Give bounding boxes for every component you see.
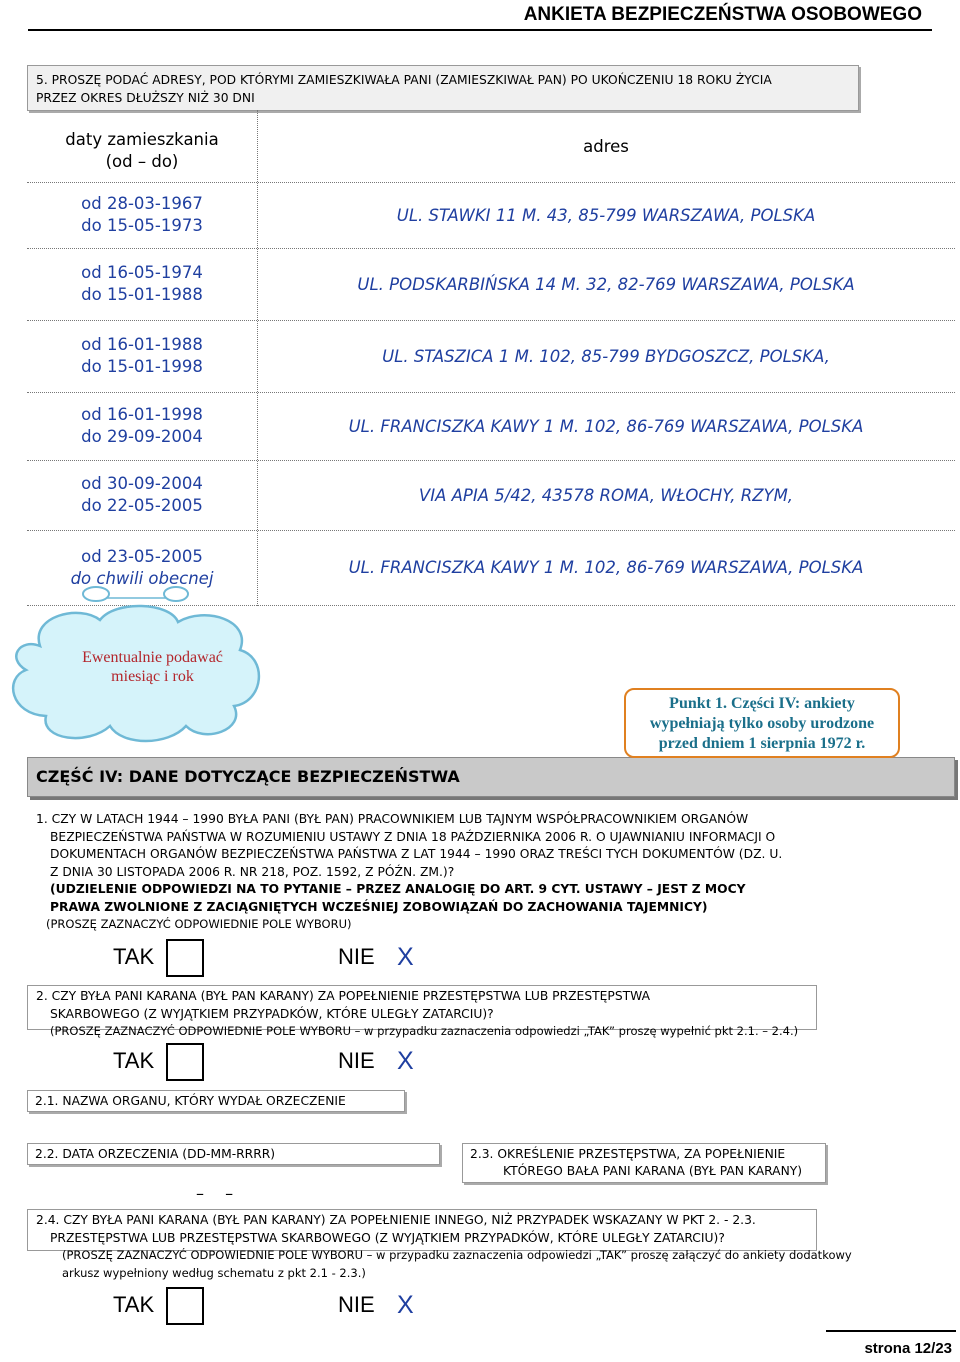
q24-yes-checkbox[interactable] xyxy=(166,1287,204,1325)
row1-from: od 28-03-1967 xyxy=(81,194,203,213)
question-2-4 xyxy=(36,1212,946,1282)
q23-line1: 2.3. OKREŚLENIE PRZESTĘPSTWA, ZA POPEŁNIENIE xyxy=(470,1147,786,1161)
q1-bold-line2: PRAWA ZWOLNIONE Z ZACIĄGNIĘTYCH WCZEŚNIEJ ZOBOWIĄZAŃ DO ZACHOWANIA TAJEMNICY) xyxy=(50,899,708,914)
callout-text xyxy=(626,690,898,754)
q24-note1: (PROSZĘ ZAZNACZYĆ ODPOWIEDNIE POLE WYBORU – w przypadku zaznaczenia odpowiedzi „TAK” proszę załączyć do ankiety dodatkowy xyxy=(62,1248,852,1262)
q22-date-value[interactable]: – – xyxy=(196,1184,242,1203)
column-header-dates xyxy=(27,120,257,182)
row1-to: do 15-05-1973 xyxy=(81,216,203,235)
cloud-line1: Ewentualnie podawać xyxy=(82,649,223,666)
address-row-2-dates xyxy=(27,248,257,320)
q24-yes-label: TAK xyxy=(113,1292,155,1317)
q24-no-checkbox-mark[interactable]: X xyxy=(397,1291,414,1319)
part4-title: CZĘŚĆ IV: DANE DOTYCZĄCE BEZPIECZEŃSTWA xyxy=(36,767,460,786)
q1-line4: Z DNIA 30 LISTOPADA 2006 R. NR 218, POZ. 1592, Z PÓŹN. ZM.)? xyxy=(50,864,455,879)
q1-no-checkbox-mark[interactable]: X xyxy=(397,943,414,971)
address-row-5-dates xyxy=(27,460,257,530)
q21-answer-field[interactable] xyxy=(27,1112,955,1140)
address-row-2-address: UL. PODSKARBIŃSKA 14 M. 32, 82-769 WARSZAWA, POLSKA xyxy=(357,274,855,294)
part4-heading xyxy=(27,757,955,797)
address-row-3-address: UL. STASZICA 1 M. 102, 85-799 BYDGOSZCZ, POLSKA, xyxy=(382,346,830,366)
row6-from: od 23-05-2005 xyxy=(81,546,203,566)
q1-bold-line1: (UDZIELENIE ODPOWIEDZI NA TO PYTANIE – PRZEZ ANALOGIĘ DO ART. 9 CYT. USTAWY – JEST Z MOCY xyxy=(50,882,746,896)
row4-from: od 16-01-1998 xyxy=(81,405,203,424)
q1-note: (PROSZĘ ZAZNACZYĆ ODPOWIEDNIE POLE WYBORU) xyxy=(46,917,352,931)
row2-from: od 16-05-1974 xyxy=(81,263,203,282)
q22-label: 2.2. DATA ORZECZENIA (DD-MM-RRRR) xyxy=(35,1147,276,1161)
q2-no-label: NIE xyxy=(338,1048,375,1073)
address-row-1-address: UL. STAWKI 11 M. 43, 85-799 WARSZAWA, POLSKA xyxy=(396,205,816,225)
q24-line2: PRZESTĘPSTWA LUB PRZESTĘPSTWA SKARBOWEGO (Z WYJĄTKIEM PRZYPADKÓW, KTÓRE ULEGŁY ZATARCIU)? xyxy=(50,1230,725,1245)
column-header-address: adres xyxy=(583,136,629,156)
row3-to: do 15-01-1998 xyxy=(81,357,203,376)
q21-label: 2.1. NAZWA ORGANU, KTÓRY WYDAŁ ORZECZENIE xyxy=(35,1094,346,1108)
section5-heading xyxy=(27,65,859,111)
question-1 xyxy=(36,811,936,934)
q2-line2: SKARBOWEGO (Z WYJĄTKIEM PRZYPADKÓW, KTÓRE ULEGŁY ZATARCIU)? xyxy=(50,1006,494,1021)
q2-yes-label: TAK xyxy=(113,1048,155,1073)
q1-line2: BEZPIECZEŃSTWA PAŃSTWA W ROZUMIENIU USTAWY Z DNIA 18 PAŹDZIERNIKA 2006 R. O UJAWNIANIU INFORMACJI O xyxy=(50,829,776,844)
address-row-5-address: VIA APIA 5/42, 43578 ROMA, WŁOCHY, RZYM, xyxy=(418,485,794,505)
column-header-dates-line2: (od – do) xyxy=(105,152,179,171)
q2-no-checkbox-mark[interactable]: X xyxy=(397,1047,414,1075)
row5-to: do 22-05-2005 xyxy=(81,496,203,515)
row6-to: do chwili obecnej xyxy=(70,568,214,588)
footer-rule xyxy=(826,1330,956,1332)
section5-title-line2: PRZEZ OKRES DŁUŻSZY NIŻ 30 DNI xyxy=(36,91,255,105)
document-title: ANKIETA BEZPIECZEŃSTWA OSOBOWEGO xyxy=(523,4,922,25)
row2-to: do 15-01-1988 xyxy=(81,285,203,304)
row4-to: do 29-09-2004 xyxy=(81,427,203,446)
section5-title-line1: 5. PROSZĘ PODAĆ ADRESY, POD KTÓRYMI ZAMIESZKIWAŁA PANI (ZAMIESZKIWAŁ PAN) PO UKOŃCZENIU 18 ROKU ŻYCIA xyxy=(36,73,772,87)
callout-line2: wypełniają tylko osoby urodzone xyxy=(649,715,875,732)
page-number: strona 12/23 xyxy=(864,1340,952,1357)
q1-yes-checkbox[interactable] xyxy=(166,939,204,977)
column-header-dates-line1: daty zamieszkania xyxy=(65,130,219,149)
q21-label-box xyxy=(27,1090,405,1112)
callout-line3: przed dniem 1 sierpnia 1972 r. xyxy=(658,735,866,752)
q2-yes-checkbox[interactable] xyxy=(166,1043,204,1081)
q1-line3: DOKUMENTACH ORGANÓW BEZPIECZEŃSTWA PAŃSTWA Z LAT 1944 – 1990 ORAZ TREŚCI TYCH DOKUMENTÓW (DZ. U. xyxy=(50,847,783,861)
q22-label-box xyxy=(27,1143,440,1165)
address-row-6-address: UL. FRANCISZKA KAWY 1 M. 102, 86-769 WARSZAWA, POLSKA xyxy=(348,558,864,577)
q23-line2: KTÓREGO BAŁA PANI KARANA (BYŁ PAN KARANY) xyxy=(503,1164,803,1178)
q24-line1: 2.4. CZY BYŁA PANI KARANA (BYŁ PAN KARANY) ZA POPEŁNIENIE INNEGO, NIŻ PRZYPADEK WSKAZANY W PKT 2. - 2.3. xyxy=(36,1213,756,1227)
callout-annotation xyxy=(624,688,900,758)
q24-no-label: NIE xyxy=(338,1292,375,1317)
row3-from: od 16-01-1988 xyxy=(81,335,203,354)
cloud-annotation-text xyxy=(55,648,250,686)
question-2 xyxy=(36,988,936,1041)
q2-line1: 2. CZY BYŁA PANI KARANA (BYŁ PAN KARANY) ZA POPEŁNIENIE PRZESTĘPSTWA LUB PRZESTĘPSTWA xyxy=(36,989,651,1003)
address-row-4-address: UL. FRANCISZKA KAWY 1 M. 102, 86-769 WARSZAWA, POLSKA xyxy=(348,416,864,436)
q1-no-label: NIE xyxy=(338,944,375,969)
q1-line1: 1. CZY W LATACH 1944 – 1990 BYŁA PANI (BYŁ PAN) PRACOWNIKIEM LUB TAJNYM WSPÓŁPRACOWNIKIEM ORGANÓW xyxy=(36,812,749,826)
q24-note2: arkusz wypełniony według schematu z pkt 2.1 - 2.3.) xyxy=(62,1265,366,1280)
callout-line1: Punkt 1. Części IV: ankiety xyxy=(669,695,855,712)
row5-from: od 30-09-2004 xyxy=(81,474,203,493)
cloud-line2: miesiąc i rok xyxy=(111,668,194,685)
address-table xyxy=(27,110,955,606)
address-row-3-dates xyxy=(27,320,257,392)
address-row-4-dates xyxy=(27,392,257,460)
header-rule xyxy=(28,29,932,31)
q2-note: (PROSZĘ ZAZNACZYĆ ODPOWIEDNIE POLE WYBORU – w przypadku zaznaczenia odpowiedzi „TAK” proszę wypełnić pkt 2.1. – 2.4.) xyxy=(50,1024,799,1038)
q23-label-box xyxy=(462,1143,826,1183)
address-row-1-dates xyxy=(27,182,257,248)
q1-yes-label: TAK xyxy=(113,944,155,969)
